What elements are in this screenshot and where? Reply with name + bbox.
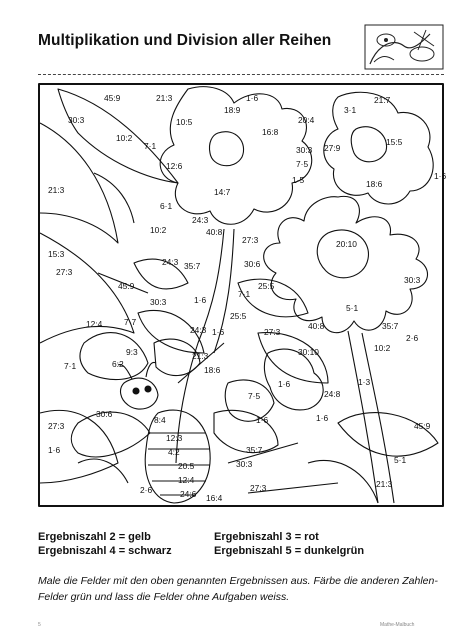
puzzle-cell-label: 27:3: [56, 267, 73, 277]
puzzle-cell-label: 25:5: [258, 281, 275, 291]
puzzle-cell-label: 20:4: [298, 115, 315, 125]
puzzle-cell-label: 1·6: [316, 413, 329, 423]
puzzle-cell-label: 4:2: [168, 447, 180, 457]
puzzle-cell-label: 1·6: [278, 379, 291, 389]
instructions: Male die Felder mit den oben genannten Ergebnissen aus. Färbe die anderen Zahlen-Felder grün und lass die Felder ohne Aufgaben weiss.: [38, 575, 438, 603]
puzzle-cell-label: 6:2: [112, 359, 124, 369]
puzzle-cell-label: 2·6: [406, 333, 419, 343]
puzzle-cell-label: 25:5: [230, 311, 247, 321]
puzzle-cell-label: 35:7: [382, 321, 399, 331]
footer-page: 5: [38, 622, 41, 628]
puzzle-cell-label: 21:7: [374, 95, 391, 105]
puzzle-cell-label: 3·1: [344, 105, 357, 115]
puzzle-cell-label: 24:8: [324, 389, 341, 399]
puzzle-cell-label: 12:6: [166, 161, 183, 171]
legend-yellow: Ergebniszahl 2 = gelb: [38, 531, 151, 543]
puzzle-cell-label: 45:9: [118, 281, 135, 291]
color-by-number-picture: [38, 83, 447, 507]
puzzle-cell-label: 45:9: [104, 93, 121, 103]
puzzle-cell-label: 15:5: [386, 137, 403, 147]
legend-black: Ergebniszahl 4 = schwarz: [38, 545, 172, 557]
puzzle-cell-label: 1·6: [246, 93, 259, 103]
puzzle-cell-label: 40:8: [308, 321, 325, 331]
puzzle-cell-label: 7·5: [296, 159, 309, 169]
puzzle-cell-label: 2·6: [140, 485, 153, 495]
puzzle-cell-label: 27:3: [264, 327, 281, 337]
puzzle-cell-label: 5·1: [394, 455, 407, 465]
puzzle-cell-label: 16:4: [206, 493, 223, 503]
puzzle-cell-label: 21:3: [48, 185, 65, 195]
puzzle-cell-label: 10:2: [374, 343, 391, 353]
puzzle-cell-label: 7·1: [238, 289, 251, 299]
bee-head: [121, 378, 158, 409]
puzzle-cell-label: 10:2: [150, 225, 167, 235]
puzzle-cell-label: 12:4: [86, 319, 103, 329]
puzzle-cell-label: 27:3: [48, 421, 65, 431]
page-title: Multiplikation und Division aller Reihen: [38, 32, 332, 49]
puzzle-cell-label: 30:3: [404, 275, 421, 285]
puzzle-cell-label: 12:4: [178, 475, 195, 485]
puzzle-cell-label: 18:9: [224, 105, 241, 115]
puzzle-cell-label: 27:9: [324, 143, 341, 153]
puzzle-cell-label: 30:10: [298, 347, 319, 357]
puzzle-cell-label: 35:7: [246, 445, 263, 455]
cell-labels: [48, 93, 446, 503]
puzzle-cell-label: 27:3: [242, 235, 259, 245]
title-divider: [38, 74, 444, 75]
puzzle-cell-label: 24:3: [190, 325, 207, 335]
puzzle-cell-label: 10:5: [176, 117, 193, 127]
puzzle-cell-label: 1·6: [256, 415, 269, 425]
puzzle-cell-label: 18:6: [204, 365, 221, 375]
footer-source: Mathe-Malbuch: [380, 622, 415, 628]
puzzle-cell-label: 8:4: [154, 415, 166, 425]
puzzle-cell-label: 21:3: [156, 93, 173, 103]
puzzle-cell-label: 9:3: [126, 347, 138, 357]
stem-right: [348, 331, 394, 503]
puzzle-cell-label: 27:3: [250, 483, 267, 493]
puzzle-cell-label: 7·1: [64, 361, 77, 371]
puzzle-cell-label: 1·6: [212, 327, 225, 337]
puzzle-cell-label: 45:9: [414, 421, 431, 431]
puzzle-cell-label: 30:6: [244, 259, 261, 269]
puzzle-cell-label: 10:2: [116, 133, 133, 143]
puzzle-cell-label: 40:8: [206, 227, 223, 237]
puzzle-cell-label: 24:3: [162, 257, 179, 267]
puzzle-cell-label: 30:6: [96, 409, 113, 419]
puzzle-cell-label: 21:3: [192, 351, 209, 361]
puzzle-cell-label: 1·5: [292, 175, 305, 185]
puzzle-cell-label: 24:6: [180, 489, 197, 499]
leaf-left-big: [40, 123, 118, 243]
puzzle-cell-label: 30:3: [296, 145, 313, 155]
legend-red: Ergebniszahl 3 = rot: [214, 531, 319, 543]
puzzle-cell-label: 6·1: [160, 201, 173, 211]
puzzle-cell-label: 30:3: [236, 459, 253, 469]
puzzle-cell-label: 21:3: [376, 479, 393, 489]
leaf-center-right: [238, 279, 328, 383]
puzzle-cell-label: 16:8: [262, 127, 279, 137]
puzzle-cell-label: 7·7: [124, 317, 137, 327]
puzzle-cell-label: 1·6: [48, 445, 61, 455]
puzzle-cell-label: 5·1: [346, 303, 359, 313]
legend-dark-green: Ergebniszahl 5 = dunkelgrün: [214, 545, 365, 557]
puzzle-cell-label: 24:3: [192, 215, 209, 225]
puzzle-cell-label: 30:3: [68, 115, 85, 125]
flower-leaf-thumbnail-icon: [364, 24, 444, 70]
puzzle-cell-label: 12:3: [166, 433, 183, 443]
puzzle-cell-label: 20:5: [178, 461, 195, 471]
puzzle-cell-label: 35:7: [184, 261, 201, 271]
puzzle-cell-label: 7·1: [144, 141, 157, 151]
puzzle-cell-label: 7·5: [248, 391, 261, 401]
puzzle-cell-label: 1·3: [358, 377, 371, 387]
puzzle-cell-label: 30:3: [150, 297, 167, 307]
puzzle-cell-label: 20:10: [336, 239, 357, 249]
puzzle-cell-label: 1·6: [194, 295, 207, 305]
puzzle-cell-label: 15:3: [48, 249, 65, 259]
puzzle-cell-label: 14:7: [214, 187, 231, 197]
flower-center-top: [209, 132, 243, 166]
puzzle-cell-label: 1·6: [434, 171, 447, 181]
bee-wing-left: [80, 333, 148, 380]
puzzle-cell-label: 18:6: [366, 179, 383, 189]
